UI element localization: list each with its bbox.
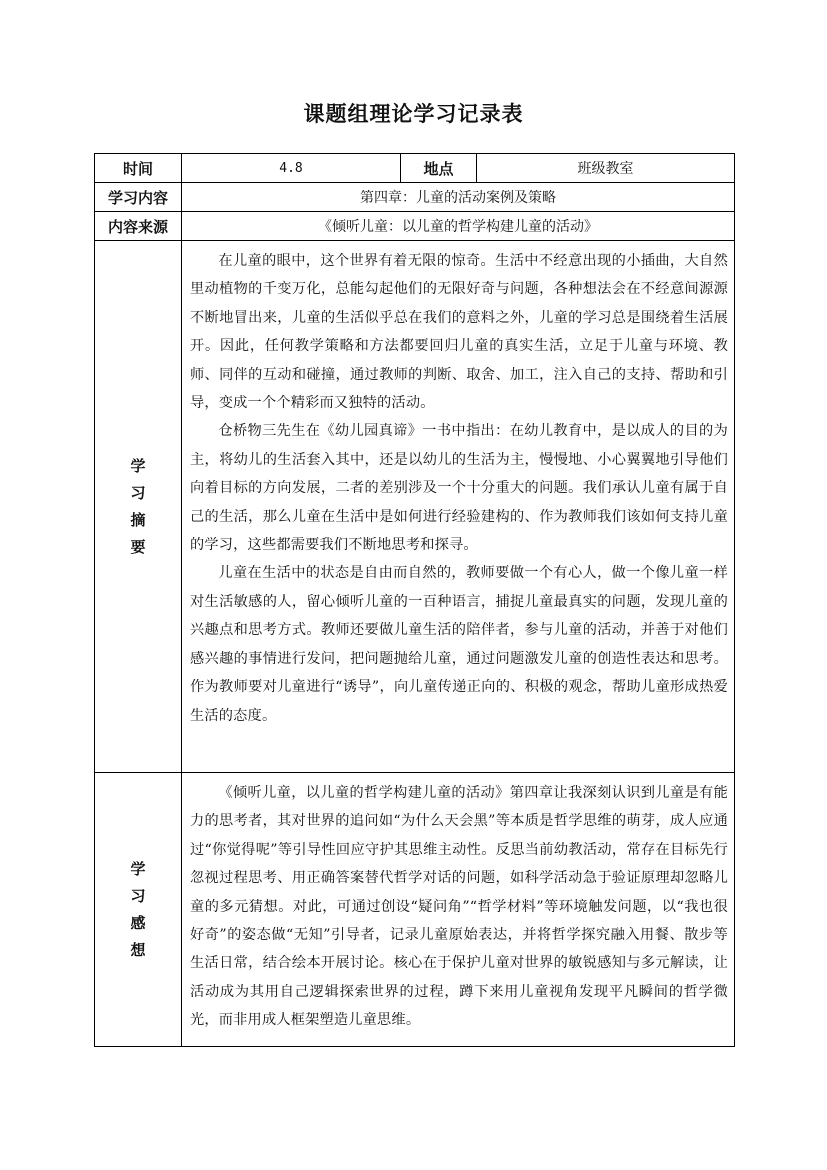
reflection-label-char: 学: [130, 859, 146, 878]
time-value: 4.8: [182, 154, 401, 183]
time-label: 时间: [95, 154, 182, 183]
place-value: 班级教室: [477, 154, 735, 183]
abstract-paragraph: 在儿童的眼中，这个世界有着无限的惊奇。生活中不经意出现的小插曲，大自然里动植物的千变万化，总能勾起他们的无限好奇与问题，各种想法会在不经意间源源不断地冒出来，儿童的生活似乎总在我们的意料之外，儿童的学习总是围绕着生活展开。因此，任何教学策略和方法都要回归儿童的真实生活，立足于儿童与环境、教师、同伴的互动和碰撞，通过教师的判断、取舍、加工，注入自己的支持、帮助和引导，变成一个个精彩而又独特的活动。: [190, 253, 728, 412]
content-value: 第四章：儿童的活动案例及策略: [182, 183, 735, 212]
abstract-label-char: 习: [130, 483, 146, 502]
page-title: 课题组理论学习记录表: [303, 101, 524, 126]
reflection-label-char: 习: [130, 886, 146, 905]
source-value: 《倾听儿童：以儿童的哲学构建儿童的活动》: [182, 212, 735, 241]
reflection-paragraph: 《倾听儿童，以儿童的哲学构建儿童的活动》第四章让我深刻认识到儿童是有能力的思考者，其对世界的追问如“为什么天会黑”等本质是哲学思维的萌芽，成人应通过“你觉得呢”等引导性回应守护其思维主动性。反思当前幼教活动，常存在目标先行忽视过程思考、用正确答案替代哲学对话的问题，如科学活动急于验证原理却忽略儿童的多元猜想。对此，可通过创设“疑问角”“哲学材料”等环境触发问题，以“我也很好奇”的姿态做“无知”引导者，记录儿童原始表达，并将哲学探究融入用餐、散步等生活日常，结合绘本开展讨论。核心在于保护儿童对世界的敏锐感知与多元解读，让活动成为其用自己逻辑探索世界的过程，蹲下来用儿童视角发现平凡瞬间的哲学微光，而非用成人框架塑造儿童思维。: [190, 785, 728, 1029]
place-label: 地点: [401, 154, 477, 183]
content-label: 学习内容: [95, 183, 182, 212]
abstract-paragraph: 仓桥物三先生在《幼儿园真谛》一书中指出：在幼儿教育中，是以成人的目的为主，将幼儿的生活套入其中，还是以幼儿的生活为主，慢慢地、小心翼翼地引导他们向着目标的方向发展，二者的差别涉及一个十分重大的问题。我们承认儿童有属于自己的生活，那么儿童在生活中是如何进行经验建构的、作为教师我们该如何支持儿童的学习，这些都需要我们不断地思考和探寻。: [190, 423, 728, 554]
reflection-row: [95, 773, 735, 1047]
abstract-label-char: 要: [130, 537, 146, 556]
abstract-label-char: 摘: [130, 510, 146, 529]
reflection-body: [182, 773, 735, 1047]
abstract-row: [95, 241, 735, 773]
record-table: [94, 153, 735, 1047]
abstract-label-char: 学: [130, 456, 146, 475]
source-label: 内容来源: [95, 212, 182, 241]
reflection-label-char: 感: [130, 913, 146, 932]
time-place-row: [95, 154, 735, 183]
reflection-label: [95, 773, 182, 1047]
source-row: [95, 212, 735, 241]
reflection-label-char: 想: [130, 940, 146, 959]
abstract-body: [182, 241, 735, 773]
abstract-paragraph: 儿童在生活中的状态是自由而自然的，教师要做一个有心人，做一个像儿童一样对生活敏感的人，留心倾听儿童的一百种语言，捕捉儿童最真实的问题，发现儿童的兴趣点和思考方式。教师还要做儿童生活的陪伴者，参与儿童的活动，并善于对他们感兴趣的事情进行发问，把问题抛给儿童，通过问题激发儿童的创造性表达和思考。作为教师要对儿童进行“诱导”，向儿童传递正向的、积极的观念，帮助儿童形成热爱生活的态度。: [190, 565, 728, 724]
content-row: [95, 183, 735, 212]
abstract-label: [95, 241, 182, 773]
